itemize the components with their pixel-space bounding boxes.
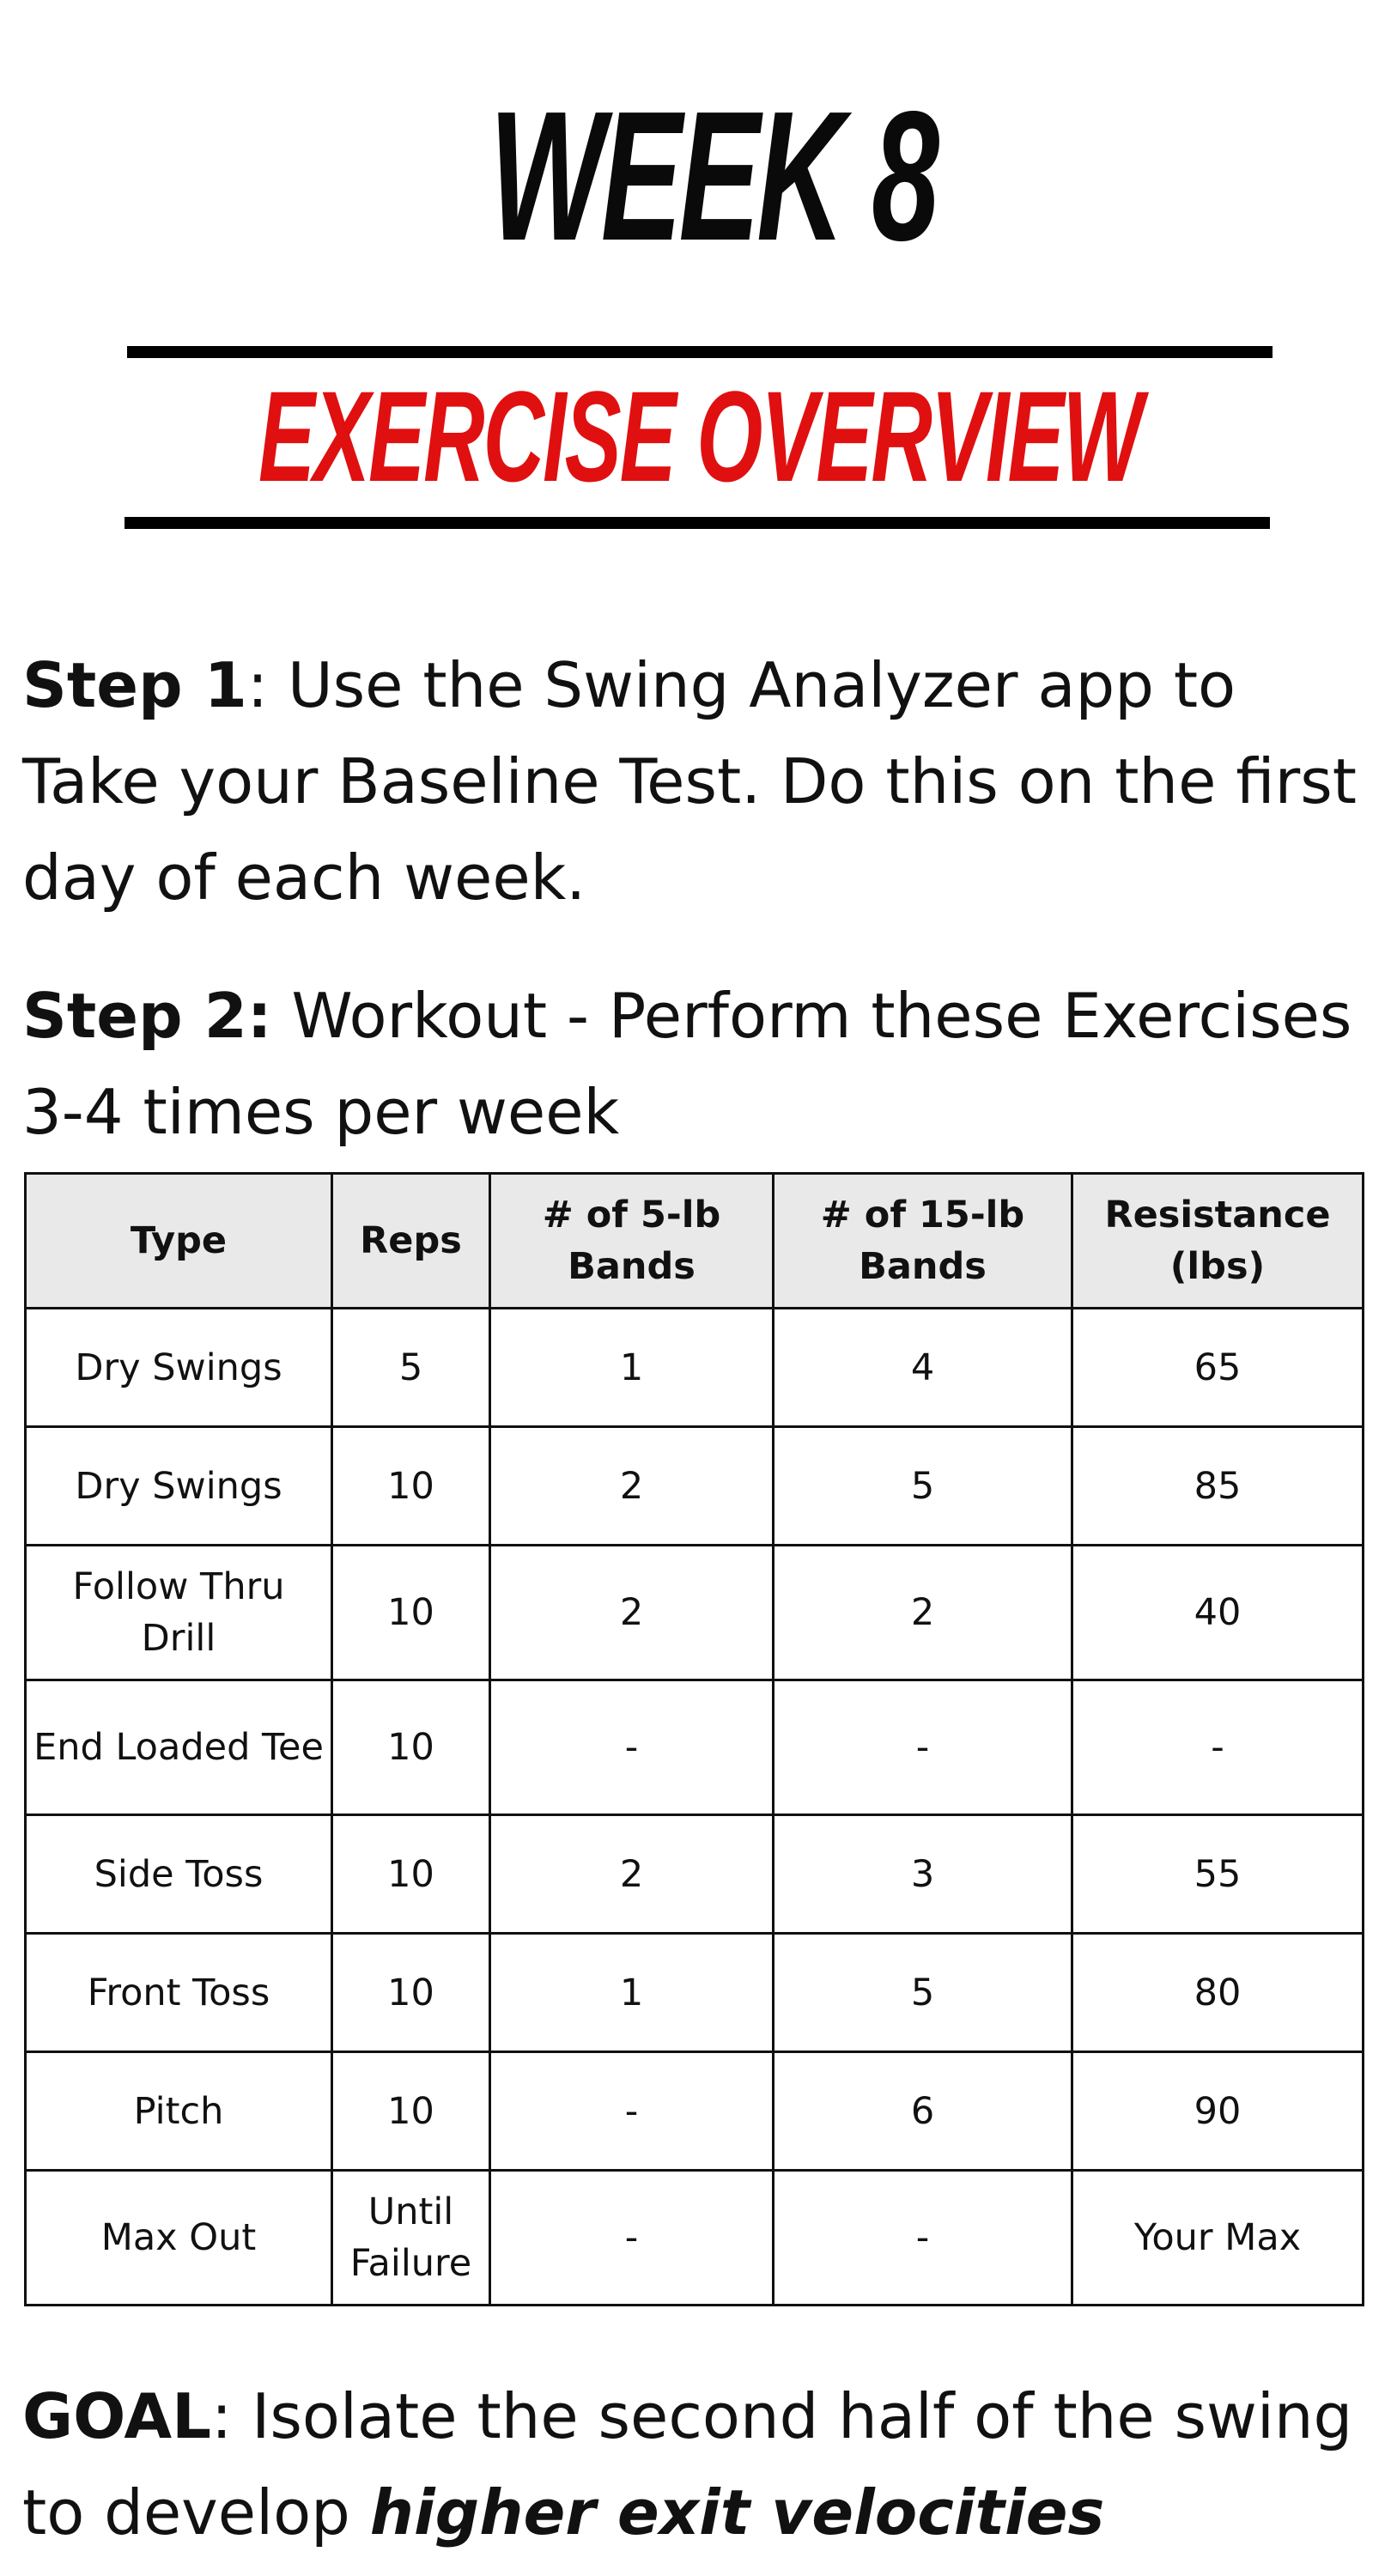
cell-reps: 5 — [332, 1309, 490, 1427]
cell-type: Max Out — [26, 2171, 332, 2306]
table-row — [26, 2171, 1364, 2306]
table-row — [26, 1680, 1364, 1815]
cell-reps: 10 — [332, 1427, 490, 1546]
goal-emphasis: higher exit velocities — [369, 2476, 1105, 2549]
cell-reps: 10 — [332, 1815, 490, 1934]
table-header-row — [26, 1174, 1364, 1309]
table-row — [26, 1546, 1364, 1680]
cell-15lb-bands: - — [774, 2171, 1072, 2306]
column-header-5lb-bands: # of 5-lb Bands — [490, 1174, 774, 1309]
title-divider-bottom — [125, 517, 1270, 529]
cell-15lb-bands: - — [774, 1680, 1072, 1815]
column-header-resistance: Resistance (lbs) — [1072, 1174, 1364, 1309]
cell-5lb-bands: 1 — [490, 1934, 774, 2052]
cell-15lb-bands: 4 — [774, 1309, 1072, 1427]
step-2-label: Step 2: — [22, 980, 272, 1052]
table-row — [26, 1427, 1364, 1546]
column-header-type: Type — [26, 1174, 332, 1309]
cell-15lb-bands: 5 — [774, 1427, 1072, 1546]
step-1-label: Step 1 — [22, 649, 247, 721]
cell-15lb-bands: 3 — [774, 1815, 1072, 1934]
table-row — [26, 1934, 1364, 2052]
cell-resistance: 80 — [1072, 1934, 1364, 2052]
cell-type: Front Toss — [26, 1934, 332, 2052]
cell-reps: 10 — [332, 1680, 490, 1815]
cell-15lb-bands: 5 — [774, 1934, 1072, 2052]
cell-5lb-bands: 1 — [490, 1309, 774, 1427]
cell-type: Follow Thru Drill — [26, 1546, 332, 1680]
step-2-text: Workout - Perform these Exercises 3-4 times per week — [22, 980, 1352, 1148]
cell-reps: 10 — [332, 1934, 490, 2052]
title-divider-top — [127, 346, 1273, 358]
cell-resistance: 55 — [1072, 1815, 1364, 1934]
column-header-reps: Reps — [332, 1174, 490, 1309]
exercise-table — [24, 1172, 1364, 2306]
cell-5lb-bands: - — [490, 2052, 774, 2171]
cell-15lb-bands: 6 — [774, 2052, 1072, 2171]
cell-resistance: 40 — [1072, 1546, 1364, 1680]
goal-paragraph — [22, 2368, 1379, 2561]
section-subtitle: EXERCISE OVERVIEW — [258, 364, 1142, 508]
cell-15lb-bands: 2 — [774, 1546, 1072, 1680]
cell-5lb-bands: - — [490, 2171, 774, 2306]
table-row — [26, 2052, 1364, 2171]
cell-reps: 10 — [332, 2052, 490, 2171]
goal-label: GOAL — [22, 2380, 211, 2452]
column-header-15lb-bands: # of 15-lb Bands — [774, 1174, 1072, 1309]
step-1-text: : Use the Swing Analyzer app to Take your Baseline Test. Do this on the first day of each week. — [22, 649, 1357, 914]
cell-resistance: 65 — [1072, 1309, 1364, 1427]
cell-5lb-bands: 2 — [490, 1427, 774, 1546]
cell-resistance: 85 — [1072, 1427, 1364, 1546]
step-2-paragraph — [22, 968, 1379, 1160]
table-row — [26, 1309, 1364, 1427]
cell-type: Pitch — [26, 2052, 332, 2171]
cell-5lb-bands: 2 — [490, 1815, 774, 1934]
cell-type: Dry Swings — [26, 1309, 332, 1427]
page-title: WEEK 8 — [489, 72, 937, 279]
cell-resistance: 90 — [1072, 2052, 1364, 2171]
cell-resistance: - — [1072, 1680, 1364, 1815]
cell-type: Side Toss — [26, 1815, 332, 1934]
cell-reps: 10 — [332, 1546, 490, 1680]
goal-text: : Isolate the second half of the swing to develop — [22, 2380, 1353, 2549]
cell-resistance: Your Max — [1072, 2171, 1364, 2306]
cell-5lb-bands: 2 — [490, 1546, 774, 1680]
cell-5lb-bands: - — [490, 1680, 774, 1815]
cell-reps: Until Failure — [332, 2171, 490, 2306]
cell-type: Dry Swings — [26, 1427, 332, 1546]
step-1-paragraph — [22, 637, 1379, 926]
cell-type: End Loaded Tee — [26, 1680, 332, 1815]
table-row — [26, 1815, 1364, 1934]
